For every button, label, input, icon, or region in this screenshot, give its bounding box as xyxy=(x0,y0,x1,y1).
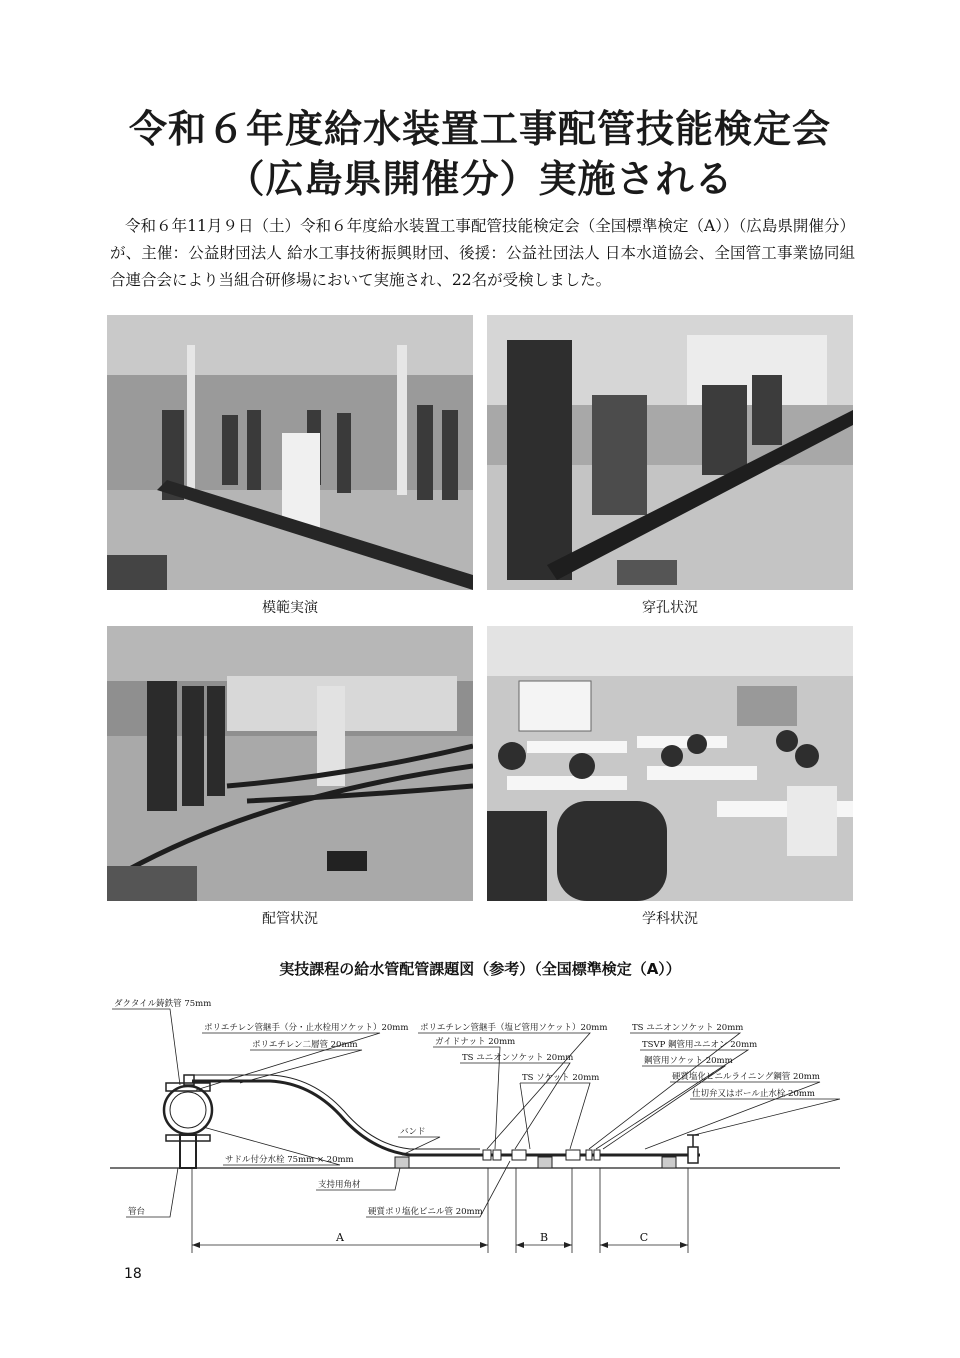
photo-written-exam-image xyxy=(487,626,853,901)
label-saddle: サドル付分水栓 75mm × 20mm xyxy=(225,1155,354,1165)
label-ts-union-socket-2: TS ユニオンソケット 20mm xyxy=(632,1023,744,1033)
photo-piping-image xyxy=(107,626,473,901)
label-ts-socket: TS ソケット 20mm xyxy=(522,1073,600,1083)
caption-drilling: 穿孔状況 xyxy=(642,600,698,616)
label-guide-nut: ガイドナット 20mm xyxy=(435,1037,516,1047)
intro-paragraph: 令和６年11月９日（土）令和６年度給水装置工事配管技能検定会（全国標準検定（A））（広島県開催分）が、主催：公益財団法人 給水工事技術振興財団、後援：公益社団法人 日本水道協会、全国管工事業協同組合連合会により当組合研修場において実施され、22名が受検しました。 xyxy=(110,217,855,289)
label-tsvp-union: TSVP 鋼管用ユニオン 20mm xyxy=(642,1040,758,1050)
caption-demonstration: 模範実演 xyxy=(262,600,318,616)
caption-written-exam: 学科状況 xyxy=(642,911,698,927)
page-number: 18 xyxy=(124,1266,142,1282)
label-pe-double-pipe: ポリエチレン二層管 20mm xyxy=(252,1040,358,1050)
photo-demonstration-image xyxy=(107,315,473,590)
dimension-a: A xyxy=(336,1231,344,1244)
dimension-b: B xyxy=(539,1231,549,1244)
label-support-block: 支持用角材 xyxy=(318,1180,361,1190)
photo-piping xyxy=(107,626,473,901)
photo-drilling-image xyxy=(487,315,853,590)
label-ductile-pipe: ダクタイル鋳鉄管 75mm xyxy=(114,999,212,1009)
dimension-c: C xyxy=(639,1231,649,1244)
photo-written-exam xyxy=(487,626,853,901)
label-valve: 仕切弁又はボール止水栓 20mm xyxy=(692,1089,815,1099)
label-ts-union-socket-1: TS ユニオンソケット 20mm xyxy=(462,1053,574,1063)
label-pvc-pipe: 硬質ポリ塩化ビニル管 20mm xyxy=(368,1207,483,1217)
label-band: バンド xyxy=(400,1127,426,1137)
label-lined-steel-pipe: 硬質塩化ビニルライニング鋼管 20mm xyxy=(672,1072,820,1082)
caption-piping: 配管状況 xyxy=(262,911,318,927)
page-title-line1: 令和６年度給水装置工事配管技能検定会 xyxy=(128,107,831,151)
diagram-title: 実技課程の給水管配管課題図（参考）（全国標準検定（A）） xyxy=(279,960,681,978)
photo-drilling xyxy=(487,315,853,590)
label-pe-joint-saddle: ポリエチレン管継手（分・止水栓用ソケット）20mm xyxy=(204,1023,409,1033)
label-steel-socket: 鋼管用ソケット 20mm xyxy=(644,1056,733,1066)
label-pe-joint-pvc: ポリエチレン管継手（塩ビ管用ソケット）20mm xyxy=(420,1023,608,1033)
page-title-line2: （広島県開催分）実施される xyxy=(226,157,734,201)
piping-diagram xyxy=(100,995,860,1260)
label-pipe-stand: 管台 xyxy=(128,1207,146,1217)
photo-demonstration xyxy=(107,315,473,590)
